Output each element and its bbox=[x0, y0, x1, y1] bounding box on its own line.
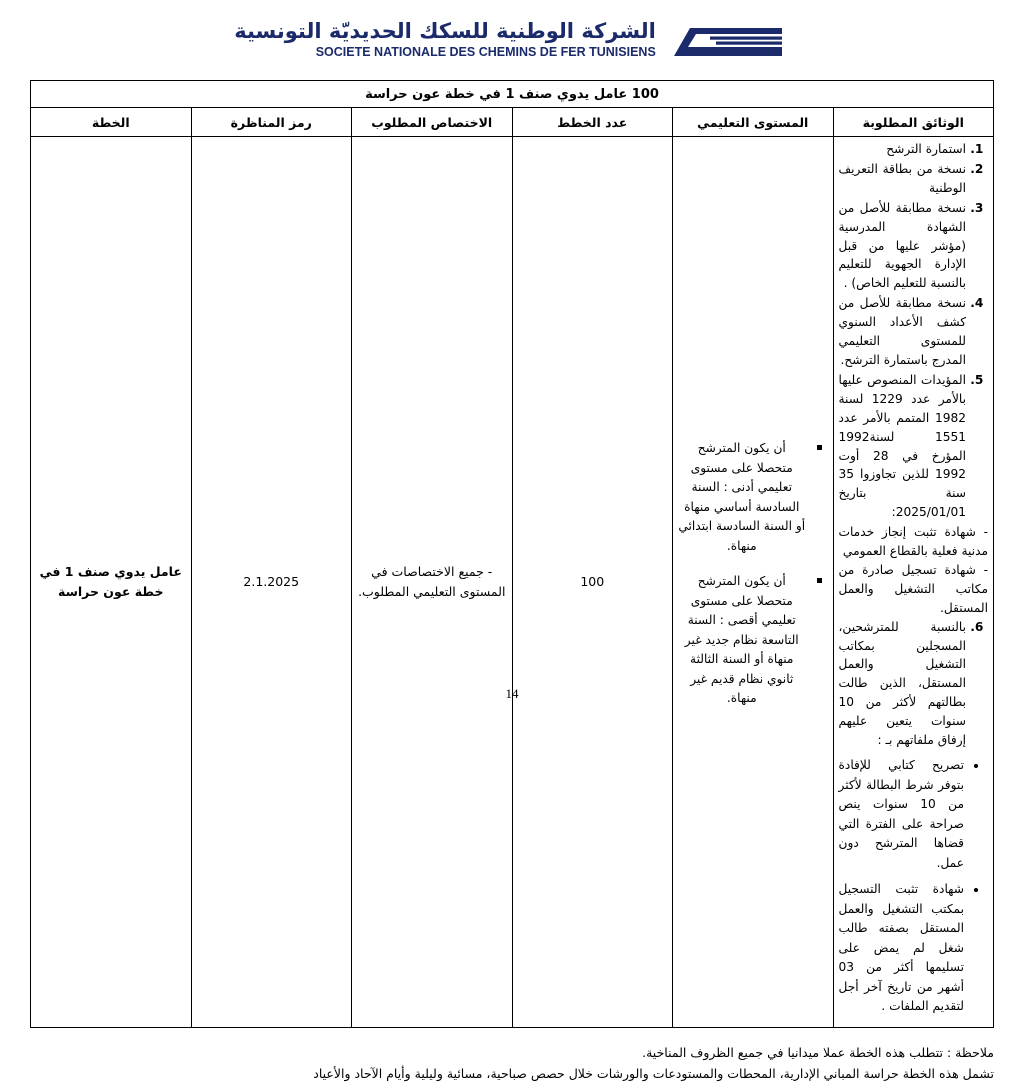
table-row bbox=[31, 137, 994, 1028]
column-header-documents: الوثائق المطلوبة bbox=[833, 108, 994, 137]
documents-numbered-list bbox=[839, 140, 989, 522]
company-name-french: SOCIETE NATIONALE DES CHEMINS DE FER TUNISIENS bbox=[315, 45, 656, 60]
education-level-list bbox=[678, 439, 828, 709]
documents-numbered-list-cont bbox=[839, 618, 989, 750]
list-item: • تصريح كتابي للإفادة بتوفر شرط البطالة لأكثر من 10 سنوات ينص صراحة على الفترة التي قضاها المترشح دون عمل. bbox=[839, 756, 965, 873]
column-header-count: عدد الخطط bbox=[512, 108, 673, 137]
cell-plan-name: عامل يدوي صنف 1 في خطة عون حراسة bbox=[31, 137, 192, 1028]
cell-documents bbox=[833, 137, 994, 1028]
page-number: 14 bbox=[505, 686, 519, 701]
square-bullet-icon bbox=[817, 578, 822, 583]
list-item: 4. نسخة مطابقة للأصل من كشف الأعداد السنوي للمستوى التعليمي المدرج باستمارة الترشح. bbox=[839, 294, 967, 370]
cell-specialization: - جميع الاختصاصات في المستوى التعليمي المطلوب. bbox=[352, 137, 513, 1028]
table-container bbox=[30, 80, 994, 1028]
education-level-text-2: أن يكون المترشح متحصلا على مستوى تعليمي أقصى : السنة التاسعة نظام جديد غير منهاة أو السنة الثالثة ثانوي نظام قديم غير منهاة. bbox=[684, 574, 799, 706]
list-item bbox=[678, 439, 806, 556]
column-header-specialization: الاختصاص المطلوب bbox=[352, 108, 513, 137]
cell-education-level bbox=[673, 137, 834, 1028]
column-header-education: المستوى التعليمي bbox=[673, 108, 834, 137]
positions-table bbox=[30, 80, 994, 1028]
logo-text-block bbox=[234, 20, 656, 59]
documents-sub-line-1: - شهادة تثبت إنجاز خدمات مدنية فعلية بالقطاع العمومي bbox=[838, 525, 988, 559]
note-line-1: ملاحظة : تتطلب هذه الخطة عملا ميدانيا في جميع الظروف المناخية. bbox=[642, 1044, 994, 1060]
square-bullet-icon bbox=[817, 445, 822, 450]
notes-block bbox=[30, 1042, 994, 1084]
table-header-row bbox=[31, 108, 994, 137]
company-name-arabic: الشركة الوطنية للسكك الحديديّة التونسية bbox=[234, 19, 656, 44]
cell-competition-code: 2.1.2025 bbox=[191, 137, 352, 1028]
sncft-train-logo-icon bbox=[670, 16, 790, 64]
documents-bullet-list bbox=[839, 756, 989, 1017]
note-line-2: تشمل هذه الخطة حراسة المباني الإدارية، المحطات والمستودعات والورشات خلال حصص صباحية، مسائية وليلية وأيام الآحاد والأعياد bbox=[313, 1065, 994, 1081]
column-header-code: رمز المناظرة bbox=[191, 108, 352, 137]
column-header-plan: الخطة bbox=[31, 108, 192, 137]
list-item: 2. نسخة من بطاقة التعريف الوطنية bbox=[839, 160, 967, 198]
cell-positions-count: 100 bbox=[512, 137, 673, 1028]
documents-sub-line-2: - شهادة تسجيل صادرة من مكاتب التشغيل والعمل المستقل. bbox=[838, 562, 988, 615]
list-item: 5. المؤيدات المنصوص عليها بالأمر عدد 1229 لسنة 1982 المتمم بالأمر عدد 1551 لسنة1992 المؤرخ في 28 أوت 1992 للذين تجاوزوا 35 سنة بتاريخ 2025/01/01: bbox=[839, 371, 967, 522]
table-title: 100 عامل يدوي صنف 1 في خطة عون حراسة bbox=[31, 81, 994, 108]
list-item: • شهادة تثبت التسجيل بمكتب التشغيل والعمل المستقل بصفته طالب شغل لم يمض على تسليمها أكثر من 03 أشهر من تاريخ آخر أجل لتقديم الملفات . bbox=[839, 880, 965, 1017]
list-item: 1. استمارة الترشح bbox=[839, 140, 967, 159]
list-item: 3. نسخة مطابقة للأصل من الشهادة المدرسية (مؤشر عليها من قبل الإدارة الجهوية للتعليم بالنسبة للتعليم الخاص) . bbox=[839, 199, 967, 294]
list-item: 6. بالنسبة للمترشحين، المسجلين بمكاتب التشغيل والعمل المستقل، الذين طالت بطالتهم لأكثر من 10 سنوات يتعين عليهم إرفاق ملفاتهم بـ : bbox=[839, 618, 967, 750]
document-header bbox=[0, 0, 1024, 70]
education-level-text-1: أن يكون المترشح متحصلا على مستوى تعليمي أدنى : السنة السادسة أساسي منهاة أو السنة السادسة ابتدائي منهاة. bbox=[678, 441, 806, 553]
table-title-row bbox=[31, 81, 994, 108]
